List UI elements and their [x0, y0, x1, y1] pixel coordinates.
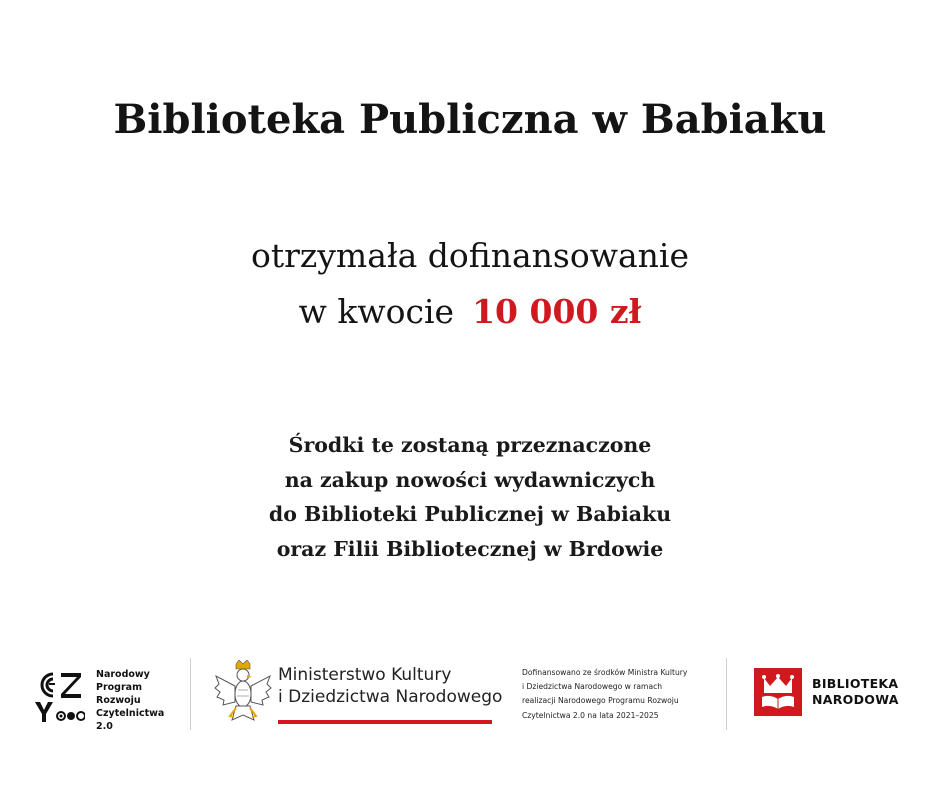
- nprc-line-5: 2.0: [96, 721, 113, 732]
- body-text: [0, 428, 940, 566]
- bn-line-1: BIBLIOTEKA: [812, 676, 899, 691]
- bn-line-2: NARODOWA: [812, 692, 899, 707]
- biblioteka-narodowa-logo-icon: [754, 668, 802, 716]
- bn-label: [812, 676, 899, 708]
- sponsor-footer: [0, 650, 940, 740]
- funding-line-1: Dofinansowano ze środków Ministra Kultury: [522, 668, 688, 677]
- nprc-line-4: Czytelnictwa: [96, 708, 165, 719]
- ministry-red-bar: [278, 720, 492, 724]
- subtitle-line-1: otrzymała dofinansowanie: [250, 236, 689, 275]
- nprc-label: [96, 668, 164, 733]
- nprc-line-2: Program: [96, 682, 142, 693]
- page-title: Biblioteka Publiczna w Babiaku: [113, 96, 827, 143]
- funding-line-4: Czytelnictwa 2.0 na lata 2021–2025: [522, 710, 659, 720]
- amount-value: 10 000 zł: [472, 292, 642, 331]
- ministry-line-1: Ministerstwo Kultury: [278, 665, 452, 685]
- nprc-logo-icon: [33, 668, 85, 724]
- amount-line: [0, 284, 940, 340]
- divider-2: [726, 658, 727, 730]
- amount-prefix: w kwocie: [298, 292, 455, 331]
- funding-note: [522, 666, 687, 723]
- divider-1: [190, 658, 191, 730]
- body-line-4: oraz Filii Bibliotecznej w Brdowie: [276, 536, 664, 561]
- body-line-2: na zakup nowości wydawniczych: [284, 467, 656, 492]
- polish-eagle-icon: [214, 660, 272, 730]
- funding-line-3: realizacji Narodowego Programu Rozwoju: [522, 696, 679, 706]
- body-line-3: do Biblioteki Publicznej w Babiaku: [268, 502, 672, 526]
- ministry-label: [278, 664, 502, 708]
- funding-line-2: i Dziedzictwa Narodowego w ramach: [522, 682, 663, 692]
- nprc-line-1: Narodowy: [96, 669, 150, 680]
- ministry-line-2: i Dziedzictwa Narodowego: [278, 687, 503, 707]
- subtitle: [0, 228, 940, 340]
- body-line-1: Środki te zostaną przeznaczone: [288, 433, 652, 457]
- nprc-line-3: Rozwoju: [96, 695, 141, 706]
